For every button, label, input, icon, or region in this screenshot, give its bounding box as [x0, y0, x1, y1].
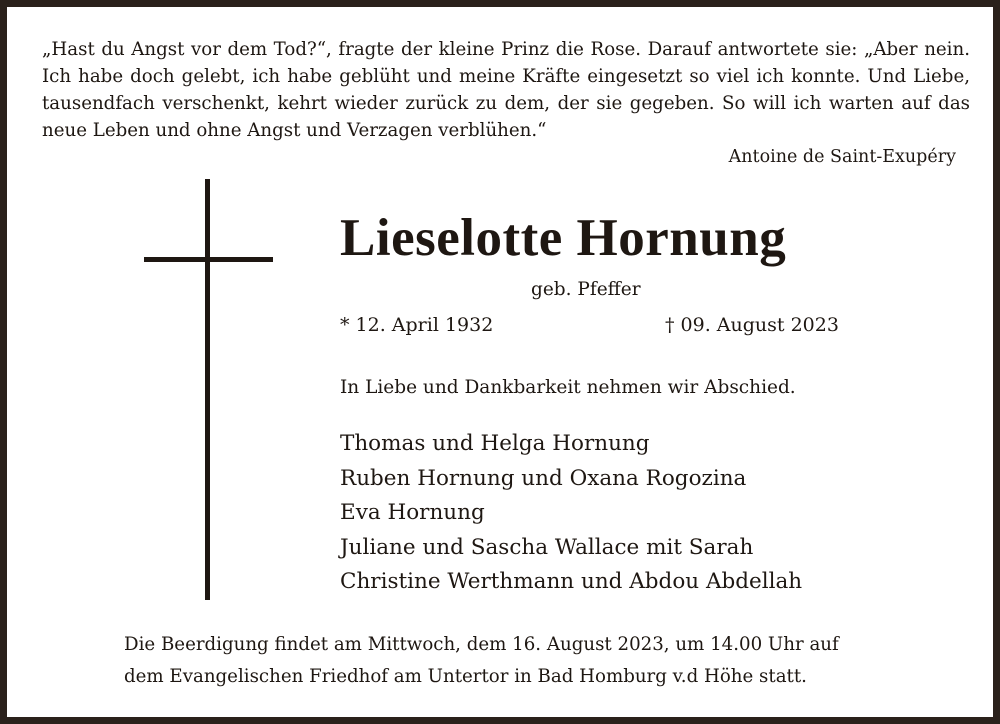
funeral-line-1: Die Beerdigung findet am Mittwoch, dem 16. August 2023, um 14.00 Uhr auf	[124, 634, 839, 655]
mourner-item: Thomas und Helga Hornung	[340, 431, 650, 456]
farewell-text: In Liebe und Dankbarkeit nehmen wir Abschied.	[340, 377, 796, 398]
mourners-list	[340, 427, 802, 600]
quote-author: Antoine de Saint-Exupéry	[728, 147, 956, 167]
cross-horizontal-bar	[144, 257, 273, 262]
quote-text: „Hast du Angst vor dem Tod?“, fragte der kleine Prinz die Rose. Darauf antwortete sie: „Aber nein. Ich habe doch gelebt, ich habe geblüht und meine Kräfte eingesetzt so viel ich konnte. Und Liebe, tausendfach verschenkt, kehrt wieder zurück zu dem, der sie gegeben. So will ich warten auf das neue Leben und ohne Angst und Verzagen verblühen.“	[42, 39, 970, 141]
death-date: † 09. August 2023	[665, 314, 839, 336]
mourner-item: Ruben Hornung und Oxana Rogozina	[340, 465, 747, 491]
mourner-item: Christine Werthmann und Abdou Abdellah	[340, 569, 803, 594]
birth-date: * 12. April 1932	[340, 314, 494, 336]
funeral-line-2: dem Evangelischen Friedhof am Untertor in Bad Homburg v.d Höhe statt.	[124, 666, 807, 687]
maiden-name: geb. Pfeffer	[531, 279, 641, 300]
mourner-item: Eva Hornung	[340, 500, 485, 525]
mourner-item: Juliane und Sascha Wallace mit Sarah	[340, 534, 754, 560]
deceased-name: Lieselotte Hornung	[340, 209, 787, 267]
funeral-info	[124, 629, 839, 693]
cross-vertical-bar	[205, 179, 210, 600]
